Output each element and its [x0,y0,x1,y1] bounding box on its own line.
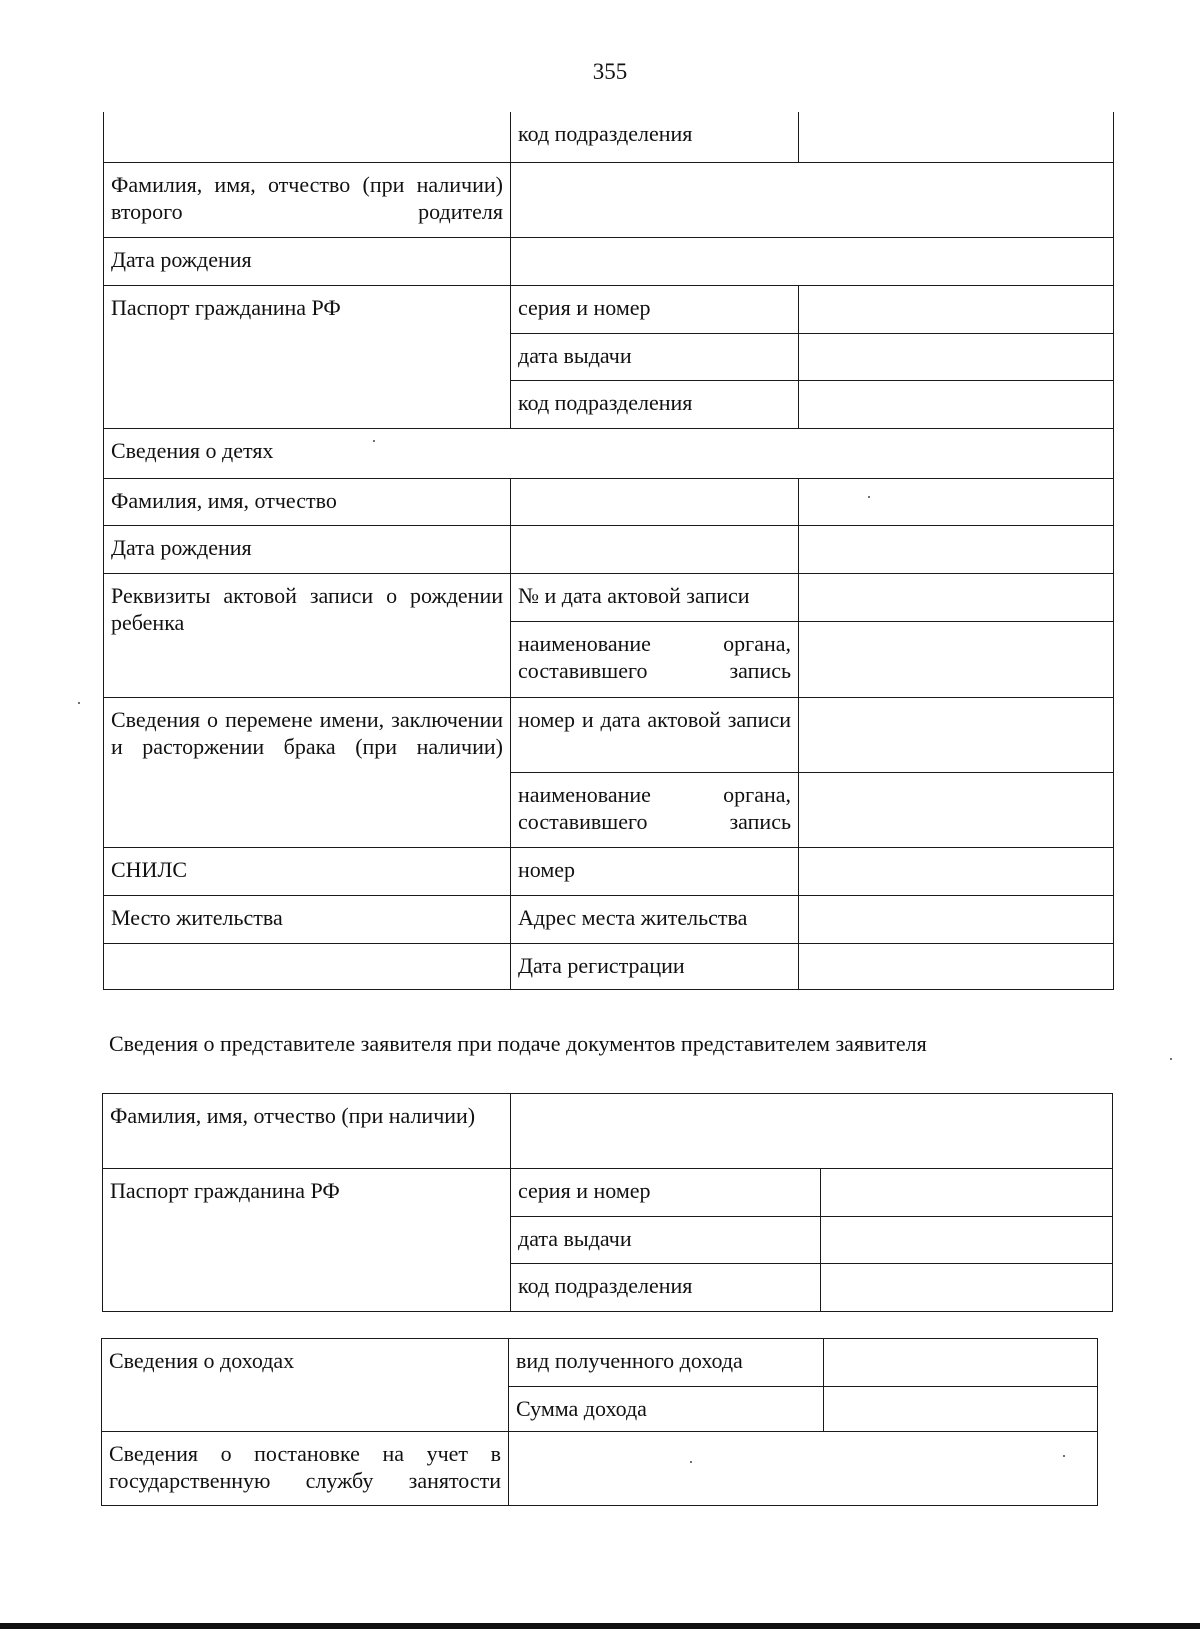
birth-record-label: Реквизиты актовой записи о рождении ребенка [104,573,511,697]
applicant-info-table [103,112,1114,990]
birth-date-value[interactable] [511,237,1114,285]
issue-date-label: дата выдачи [511,333,799,380]
child-birth-date-value[interactable] [511,525,799,573]
representative-division-code-label: код подразделения [511,1264,821,1312]
representative-caption: Сведения о представителе заявителя при подаче документов представителем заявителя [109,1031,927,1056]
representative-issue-date-value[interactable] [821,1217,1113,1264]
marriage-registering-body-value[interactable] [799,772,1114,847]
representative-full-name-value[interactable] [511,1094,1113,1169]
employment-registration-value[interactable] [509,1432,1098,1506]
income-sum-value[interactable] [824,1387,1098,1432]
second-parent-name-value[interactable] [511,162,1114,237]
child-full-name-label: Фамилия, имя, отчество [104,478,511,525]
division-code-label: код подразделения [511,380,799,428]
scan-speck [690,1461,692,1463]
representative-issue-date-label: дата выдачи [511,1217,821,1264]
income-type-label: вид полученного дохода [509,1339,824,1387]
child-full-name-value[interactable] [511,478,799,525]
division-code-value[interactable] [799,380,1114,428]
issue-date-value[interactable] [799,333,1114,380]
division-code-value-cont[interactable] [799,112,1114,162]
representative-series-number-label: серия и номер [511,1169,821,1217]
registration-date-value[interactable] [799,943,1114,989]
marriage-record-number-label: номер и дата актовой записи [511,697,799,772]
scan-speck [373,440,375,442]
residence-address-label: Адрес места жительства [511,895,799,943]
scan-speck [78,702,80,704]
income-sum-label: Сумма дохода [509,1387,824,1432]
scan-speck [1063,1455,1065,1457]
residence-address-value[interactable] [799,895,1114,943]
series-number-label: серия и номер [511,285,799,333]
record-number-date-value[interactable] [799,573,1114,621]
representative-table [102,1093,1113,1312]
registration-date-label: Дата регистрации [511,943,799,989]
series-number-value[interactable] [799,285,1114,333]
snils-number-label: номер [511,847,799,895]
representative-division-code-value[interactable] [821,1264,1113,1312]
scan-speck [868,496,870,498]
child-birth-date-label: Дата рождения [104,525,511,573]
page-number: 355 [592,59,628,84]
employment-registration-label: Сведения о постановке на учет в государственную службу занятости [102,1432,509,1506]
registering-body-label: наименование органа, составившего запись [511,621,799,697]
residence-label: Место жительства [104,895,511,943]
child-birth-date-extra[interactable] [799,525,1114,573]
income-type-value[interactable] [824,1339,1098,1387]
representative-full-name-label: Фамилия, имя, отчество (при наличии) [103,1094,511,1169]
snils-label: СНИЛС [104,847,511,895]
children-section-label: Сведения о детях [104,428,1114,478]
scan-speck [1170,1058,1172,1060]
marriage-registering-body-label: наименование органа, составившего запись [511,772,799,847]
representative-series-number-value[interactable] [821,1169,1113,1217]
income-label: Сведения о доходах [102,1339,509,1432]
birth-date-label: Дата рождения [104,237,511,285]
registration-empty-cell [104,943,511,989]
income-table [101,1338,1098,1506]
scan-bottom-edge [0,1623,1200,1629]
snils-number-value[interactable] [799,847,1114,895]
representative-passport-label: Паспорт гражданина РФ [103,1169,511,1312]
passport-label: Паспорт гражданина РФ [104,285,511,428]
continued-empty-cell [104,112,511,162]
registering-body-value[interactable] [799,621,1114,697]
division-code-label-cont: код подразделения [511,112,799,162]
child-full-name-extra[interactable] [799,478,1114,525]
record-number-date-label: № и дата актовой записи [511,573,799,621]
marriage-record-number-value[interactable] [799,697,1114,772]
second-parent-name-label: Фамилия, имя, отчество (при наличии) второго родителя [104,162,511,237]
marriage-info-label: Сведения о перемене имени, заключении и расторжении брака (при наличии) [104,697,511,847]
